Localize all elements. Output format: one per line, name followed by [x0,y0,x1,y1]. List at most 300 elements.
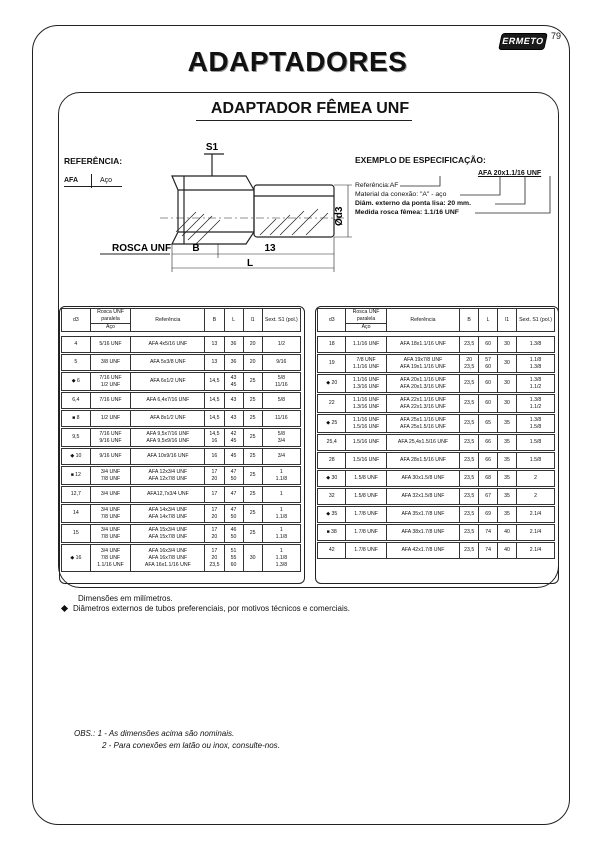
table-row [318,525,555,541]
cell-referencia-value: AFA 16x7/8 UNF [148,554,188,561]
cell-l-value: 60 [485,363,491,370]
table-row [318,453,555,469]
cell-sextavado-value: 1 [279,506,283,513]
cell-rosca-value: 3/4 UNF [100,526,121,533]
cell-l [224,429,243,447]
cell-rosca-value: 1.1/16 UNF [97,561,124,568]
cell-b-value: 14,5 [209,430,220,437]
cell-l1-value: 35 [504,457,510,463]
cell-l1-value: 25 [249,491,256,497]
cell-d3 [62,467,91,485]
cell-l [479,507,498,523]
cell-b [460,489,479,505]
cell-l1-value: 35 [504,439,510,445]
header-aco: Aço [346,324,386,332]
cell-l [479,375,498,393]
cell-b [205,373,224,391]
cell-referencia-value: AFA 22x1.1/16 UNF [400,396,446,403]
cell-l1 [243,467,262,485]
page-number: 79 [551,31,562,41]
cell-rosca-value: 1.3/16 UNF [352,403,380,410]
cell-l1 [498,453,517,469]
right-spec-table [317,308,555,561]
cell-sextavado-value: 1 [279,491,283,497]
cell-rosca-value: 7/16 UNF [99,397,122,403]
cell-referencia-value: AFA 20x1.3/16 UNF [400,383,446,390]
product-title: ADAPTADOR FÊMEA UNF [210,100,410,117]
cell-rosca-value: 5/16 UNF [99,341,122,347]
cell-rosca-value: 1.1/16 UNF [352,376,380,383]
cell-referencia-value: AFA 8x1/2 UNF [149,415,186,421]
cell-b [460,471,479,487]
cell-l-value: 50 [230,475,237,482]
note-units: Dimensões em milímetros. [78,594,173,603]
cell-l-value: 60 [485,380,491,386]
cell-sextavado-value: 1.1/8 [275,533,288,540]
cell-rosca-value: 1.7/8 UNF [354,547,378,553]
cell-rosca [90,373,131,391]
cell-referencia [131,393,205,409]
label-13: 13 [264,243,276,254]
cell-b-value: 23,5 [464,511,475,517]
cell-b-value: 13 [211,359,218,365]
cell-d3 [318,489,346,505]
cell-referencia [131,467,205,485]
cell-b-value: 17 [211,468,218,475]
cell-b [205,505,224,523]
square-marker-icon: ■ [72,415,77,421]
cell-referencia-value: AFA 12x7/8 UNF [148,475,188,482]
table-row [318,415,555,433]
cell-b-value: 13 [211,341,218,347]
cell-d3 [318,435,346,451]
cell-d3-value: 20 [331,380,338,386]
cell-l [479,435,498,451]
cell-d3-value: 42 [328,547,335,553]
preferred-diamond-icon: ◆ [326,511,332,517]
header-rosca: Rosca UNF paralela [90,309,131,324]
cell-b [460,435,479,451]
cell-referencia [386,435,459,451]
cell-rosca [90,393,131,409]
cell-l [224,449,243,465]
cell-b [205,355,224,371]
cell-rosca [346,337,386,353]
cell-l [479,489,498,505]
cell-sextavado-value: 1.5/8 [529,439,542,445]
cell-d3-value: 12,7 [70,491,81,497]
cell-rosca [90,429,131,447]
table-row [62,429,301,447]
cell-rosca-value: 1.5/8 UNF [354,493,378,499]
row-gap [62,572,301,574]
cell-b-value: 23,5 [464,420,475,426]
cell-sextavado-value: 2 [534,475,537,481]
label-l: L [246,258,254,269]
header-l: L [479,309,498,332]
cell-rosca [90,487,131,503]
cell-d3-value: 32 [328,493,335,499]
label-s1: S1 [205,142,219,153]
cell-d3 [318,543,346,559]
cell-b-value: 16 [211,453,218,459]
cell-rosca-value: 1.1/16 UNF [352,363,380,370]
cell-b-value: 23,5 [464,439,475,445]
cell-l1-value: 25 [249,453,256,459]
cell-sextavado-value: 1.1/8 [529,356,542,363]
cell-referencia-value: AFA 16x1.1/16 UNF [144,561,191,568]
cell-sextavado [262,545,300,572]
cell-l1-value: 40 [504,529,510,535]
cell-b-value: 23,5 [464,493,475,499]
cell-sextavado-value: 1.1/8 [275,513,288,520]
cell-d3-value: 18 [328,341,335,347]
cell-sextavado-value: 2.1/4 [529,547,542,553]
cell-sextavado-value: 1.5/8 [529,423,542,430]
cell-l1 [243,449,262,465]
cell-d3 [318,415,346,433]
cell-l1-value: 20 [249,341,256,347]
cell-l1 [498,375,517,393]
cell-referencia [131,525,205,543]
cell-rosca [346,415,386,433]
cell-b-value: 14,5 [209,415,220,421]
cell-rosca [90,467,131,485]
example-code: AFA 20x1.1/16 UNF [478,170,542,177]
cell-l1 [243,545,262,572]
cell-b-value: 17 [211,506,218,513]
cell-rosca [346,525,386,541]
cell-referencia [386,489,459,505]
cell-l-value: 45 [230,453,237,459]
cell-l1 [498,507,517,523]
header-aco: Aço [90,324,131,332]
example-line-1: Referência:AF [355,182,399,189]
cell-sextavado-value: 1 [279,547,283,554]
cell-rosca-value: 3/4 UNF [100,506,121,513]
cell-referencia-value: AFA 9,5x7/16 UNF [146,430,190,437]
cell-sextavado-value: 3/4 [277,453,285,459]
table-row [62,487,301,503]
table-row [62,467,301,485]
cell-l1-value: 30 [504,380,510,386]
cell-referencia [131,355,205,371]
header-l: L [224,309,243,332]
cell-referencia [131,337,205,353]
cell-sextavado-value: 1.1/8 [275,475,288,482]
table-row [318,375,555,393]
adapter-drawing [100,140,360,280]
cell-referencia-value: AFA 19x1.1/16 UNF [400,363,446,370]
cell-l-value: 46 [230,526,237,533]
cell-rosca-value: 9/16 UNF [99,453,122,459]
cell-b-value: 16 [211,437,218,444]
cell-referencia [386,337,459,353]
cell-sextavado [517,395,555,413]
cell-l [479,543,498,559]
cell-l [479,415,498,433]
cell-referencia [386,507,459,523]
cell-rosca-value: 3/4 UNF [100,547,121,554]
cell-d3-value: 10 [75,453,82,459]
table-row [62,393,301,409]
header-sextavado: Sext. S1 (pol.) [262,309,300,332]
cell-l1 [243,373,262,391]
cell-rosca-value: 3/4 UNF [100,468,121,475]
cell-rosca [346,507,386,523]
reference-heading: REFERÊNCIA: [64,156,123,166]
cell-b [460,453,479,469]
cell-sextavado [262,467,300,485]
example-leaders [400,176,555,218]
cell-l1-value: 30 [504,341,510,347]
cell-referencia [131,373,205,391]
cell-sextavado-value: 1.5/8 [529,457,542,463]
cell-referencia-value: AFA 16x3/4 UNF [148,547,188,554]
cell-referencia [386,471,459,487]
cell-rosca-value: 1.7/8 UNF [354,511,378,517]
cell-d3 [62,411,91,427]
cell-sextavado [262,337,300,353]
cell-rosca-value: 1.1/16 UNF [352,341,380,347]
cell-rosca-value: 9/16 UNF [99,437,122,444]
cell-referencia [131,487,205,503]
cell-l-value: 47 [230,506,237,513]
cell-d3 [62,393,91,409]
cell-l1-value: 30 [504,360,510,366]
cell-l1 [498,489,517,505]
cell-l1 [498,543,517,559]
cell-d3-value: 14 [72,510,79,516]
cell-rosca-value: 1.5/16 UNF [352,439,380,445]
cell-rosca-value: 3/8 UNF [100,359,121,365]
cell-d3 [318,337,346,353]
cell-rosca [90,355,131,371]
cell-referencia-value: AFA 20x1.1/16 UNF [400,376,446,383]
cell-sextavado-value: 11/16 [275,415,288,421]
cell-referencia-value: AFA 10x9/16 UNF [147,453,189,459]
cell-l-value: 60 [485,400,491,406]
cell-b [205,487,224,503]
cell-l [224,545,243,572]
cell-sextavado [262,449,300,465]
cell-rosca-value: 1.7/8 UNF [354,529,378,535]
square-marker-icon: ■ [70,472,76,478]
cell-l-value: 60 [485,341,491,347]
cell-b-value: 20 [211,513,218,520]
cell-rosca-value: 1/2 UNF [100,381,121,388]
cell-sextavado-value: 1.1/8 [275,554,288,561]
cell-sextavado [262,487,300,503]
cell-d3-value: 25 [331,420,338,426]
header-rosca: Rosca UNF paralela [346,309,386,324]
cell-sextavado-value: 9/16 [276,359,287,365]
cell-sextavado-value: 1.3/8 [529,376,542,383]
cell-b [460,395,479,413]
cell-rosca [346,543,386,559]
cell-b [460,415,479,433]
cell-referencia-value: AFA 22x1.3/16 UNF [400,403,446,410]
cell-l1 [498,355,517,373]
cell-sextavado [262,355,300,371]
ermeto-logo: ERMETO [498,33,548,50]
cell-b [205,411,224,427]
cell-sextavado [517,337,555,353]
cell-b [205,525,224,543]
reference-divider [91,174,92,188]
cell-sextavado-value: 2 [534,493,537,499]
cell-referencia-value: AFA 14x7/8 UNF [148,513,188,520]
notes [73,594,351,614]
cell-l1 [243,411,262,427]
cell-rosca [346,395,386,413]
cell-l-value: 47 [230,468,237,475]
cell-l [479,453,498,469]
cell-rosca-value: 1.5/16 UNF [352,423,380,430]
cell-sextavado-value: 1.3/8 [529,416,542,423]
cell-l1 [498,435,517,451]
cell-d3-value: 19 [328,360,335,366]
cell-rosca [90,545,131,572]
cell-b [460,355,479,373]
cell-sextavado [262,525,300,543]
cell-sextavado-value: 1.3/8 [529,363,542,370]
cell-d3 [318,453,346,469]
preferred-diamond-icon: ◆ [70,453,76,459]
cell-l1-value: 25 [249,472,256,478]
header-sextavado: Sext. S1 (pol.) [517,309,555,332]
example-line-4: Medida rosca fêmea: 1.1/16 UNF [355,209,459,216]
cell-l1 [243,487,262,503]
cell-l [224,525,243,543]
cell-rosca [346,453,386,469]
cell-referencia-value: AFA 9,5x9/16 UNF [146,437,190,444]
reference-code: AFA [64,177,78,184]
table-row [62,525,301,543]
cell-b [460,375,479,393]
cell-d3 [318,375,346,393]
cell-b-value: 23,5 [464,363,475,370]
cell-referencia [386,415,459,433]
cell-l1-value: 40 [504,547,510,553]
table-row [62,373,301,391]
square-marker-icon: ■ [326,529,332,535]
cell-rosca [90,449,131,465]
cell-l-value: 66 [485,439,491,445]
cell-b-value: 17 [211,526,218,533]
cell-rosca-value: 1/2 UNF [100,415,121,421]
cell-rosca [346,355,386,373]
cell-b-value: 23,5 [464,547,475,553]
cell-sextavado-value: 1.3/8 [529,396,542,403]
cell-rosca [346,489,386,505]
cell-rosca [90,337,131,353]
cell-d3 [62,449,91,465]
cell-l-value: 65 [485,420,491,426]
header-d3: d3 [62,309,91,332]
cell-l-value: 45 [230,437,237,444]
cell-referencia [386,375,459,393]
cell-d3 [62,429,91,447]
example-line-3: Diâm. externo da ponta lisa: 20 mm. [355,200,471,207]
cell-b [205,337,224,353]
preferred-diamond-icon: ◆ [326,475,332,481]
cell-sextavado-value: 1.3/8 [529,341,542,347]
cell-d3 [62,355,91,371]
cell-rosca-value: 7/8 UNF [100,513,121,520]
cell-b-value: 23,5 [464,529,475,535]
label-rosca: ROSCA UNF [112,243,172,254]
cell-d3 [318,355,346,373]
cell-l-value: 57 [485,356,491,363]
cell-l [224,355,243,371]
cell-rosca-value: 3/4 UNF [100,491,121,497]
cell-d3 [62,487,91,503]
cell-sextavado-value: 1.1/2 [529,403,542,410]
cell-l [479,471,498,487]
cell-referencia [131,505,205,523]
cell-rosca-value: 1.3/16 UNF [352,383,380,390]
cell-rosca-value: 1.5/16 UNF [352,457,380,463]
cell-d3-value: 30 [331,475,338,481]
cell-sextavado-value: 5/8 [277,374,285,381]
cell-rosca-value: 7/8 UNF [356,356,376,363]
cell-l1-value: 20 [249,359,256,365]
header-b: B [460,309,479,332]
cell-d3-value: 8 [76,415,80,421]
cell-b-value: 20 [211,554,218,561]
cell-sextavado [517,415,555,433]
cell-b [205,449,224,465]
cell-l [224,411,243,427]
cell-sextavado [262,393,300,409]
cell-rosca [90,411,131,427]
reference-material: Aço [100,177,113,184]
cell-l1-value: 35 [504,493,510,499]
cell-d3 [62,373,91,391]
cell-l1-value: 25 [249,510,256,516]
cell-l-value: 50 [230,533,237,540]
table-row [318,507,555,523]
cell-l [224,373,243,391]
cell-referencia-value: AFA 15x7/8 UNF [148,533,188,540]
cell-sextavado [262,411,300,427]
cell-l1-value: 25 [249,530,256,536]
cell-referencia [386,395,459,413]
cell-l-value: 60 [230,561,237,568]
title-underline [196,120,412,121]
table-row [318,489,555,505]
cell-referencia [386,453,459,469]
cell-l-value: 69 [485,511,491,517]
cell-l1 [498,471,517,487]
cell-referencia-value: AFA 25x1.5/16 UNF [400,423,446,430]
cell-l1 [498,415,517,433]
cell-referencia-value: AFA 15x3/4 UNF [148,526,188,533]
cell-l-value: 45 [230,381,237,388]
cell-referencia-value: AFA 14x3/4 UNF [148,506,188,513]
cell-l1 [498,525,517,541]
preferred-diamond-icon: ◆ [71,378,77,384]
cell-sextavado [517,435,555,451]
cell-l1 [243,525,262,543]
cell-l1 [243,355,262,371]
cell-l1-value: 30 [249,554,256,561]
obs-line-1: OBS.: 1 - As dimensões acima são nominais. [74,729,235,738]
cell-rosca [346,471,386,487]
cell-d3 [62,505,91,523]
note-preferred: Diâmetros externos de tubos preferenciais, por motivos técnicos e comerciais. [73,604,351,613]
